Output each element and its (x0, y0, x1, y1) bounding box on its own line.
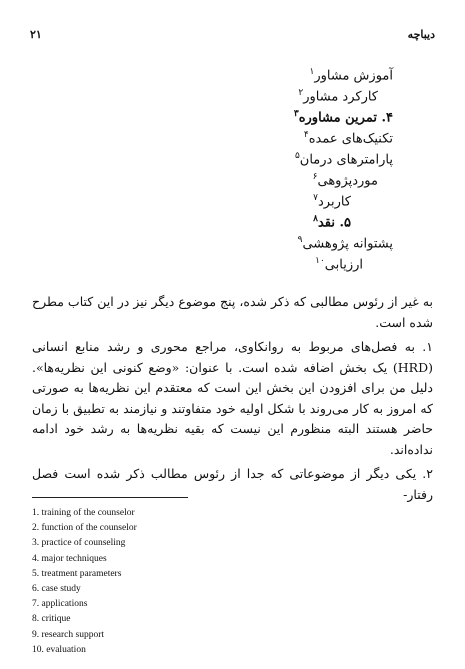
running-title: دیباچه (407, 28, 435, 41)
footnote: 1. training of the counselor (32, 508, 135, 518)
outline-item: تکنیک‌های عمده$^۴$ (303, 130, 393, 147)
footnote: 4. major techniques (32, 553, 107, 564)
outline-item: ۵. نقد$^۸$ (313, 214, 351, 231)
outline-item: موردپژوهی$^۶$ (312, 172, 378, 189)
outline-item: آموزش مشاور$^۱$ (309, 67, 393, 84)
page-header (30, 28, 435, 44)
outline-item: ۴. تمرین مشاوره$^۳$ (293, 109, 393, 126)
outline-item: کاربرد$^۷$ (313, 193, 351, 210)
footnote: 7. applications (32, 599, 88, 610)
outline-item: کارکرد مشاور$^۲$ (298, 88, 378, 105)
topic-outline (203, 62, 393, 272)
footnote-divider (32, 497, 188, 498)
footnote: 9. research support (32, 629, 105, 640)
footnote: 5. treatment parameters (32, 568, 122, 579)
paragraph: به غیر از رئوس مطالبی که ذکر شده، پنج موضوع دیگر نیز در این کتاب مطرح شده است. (32, 294, 433, 330)
outline-item: پشتوانه پژوهشی$^۹$ (297, 235, 393, 252)
body-text (32, 292, 433, 505)
footnote: 10. evaluation (32, 644, 86, 655)
outline-item: ارزیابی$^{۱۰}$ (315, 256, 363, 273)
footnote-list (32, 506, 332, 658)
footnote: 3. practice of counseling (32, 538, 126, 549)
paragraph: ۱. به فصل‌های مربوط به روانکاوی، مراجع محوری و رشد منابع انسانی (HRD) یک بخش اضافه شده است. با عنوان: «وضع کنونی این نظریه‌ها». دلیل من برای افزودن این بخش این است که معتقدم این نظریه‌ها به صورتی که امروز به کار می‌روند با شکل اولیه خود متفاوتند و نیازمند به تطبیق با زمان حاضر هستند البته منظورم این نیست که بقیه نظریه‌ها به رشد خود ادامه نداده‌اند. (32, 339, 433, 457)
page-number: ۲۱ (30, 28, 42, 41)
paragraph: ۲. یکی دیگر از موضوعاتی که جدا از رئوس مطالب ذکر شده است فصل رفتار- (32, 466, 433, 502)
footnote: 6. case study (32, 583, 81, 594)
footnote: 8. critique (32, 614, 71, 625)
footnote: 2. function of the counselor (32, 523, 137, 534)
outline-item: پارامترهای درمان$^۵$ (294, 151, 393, 168)
